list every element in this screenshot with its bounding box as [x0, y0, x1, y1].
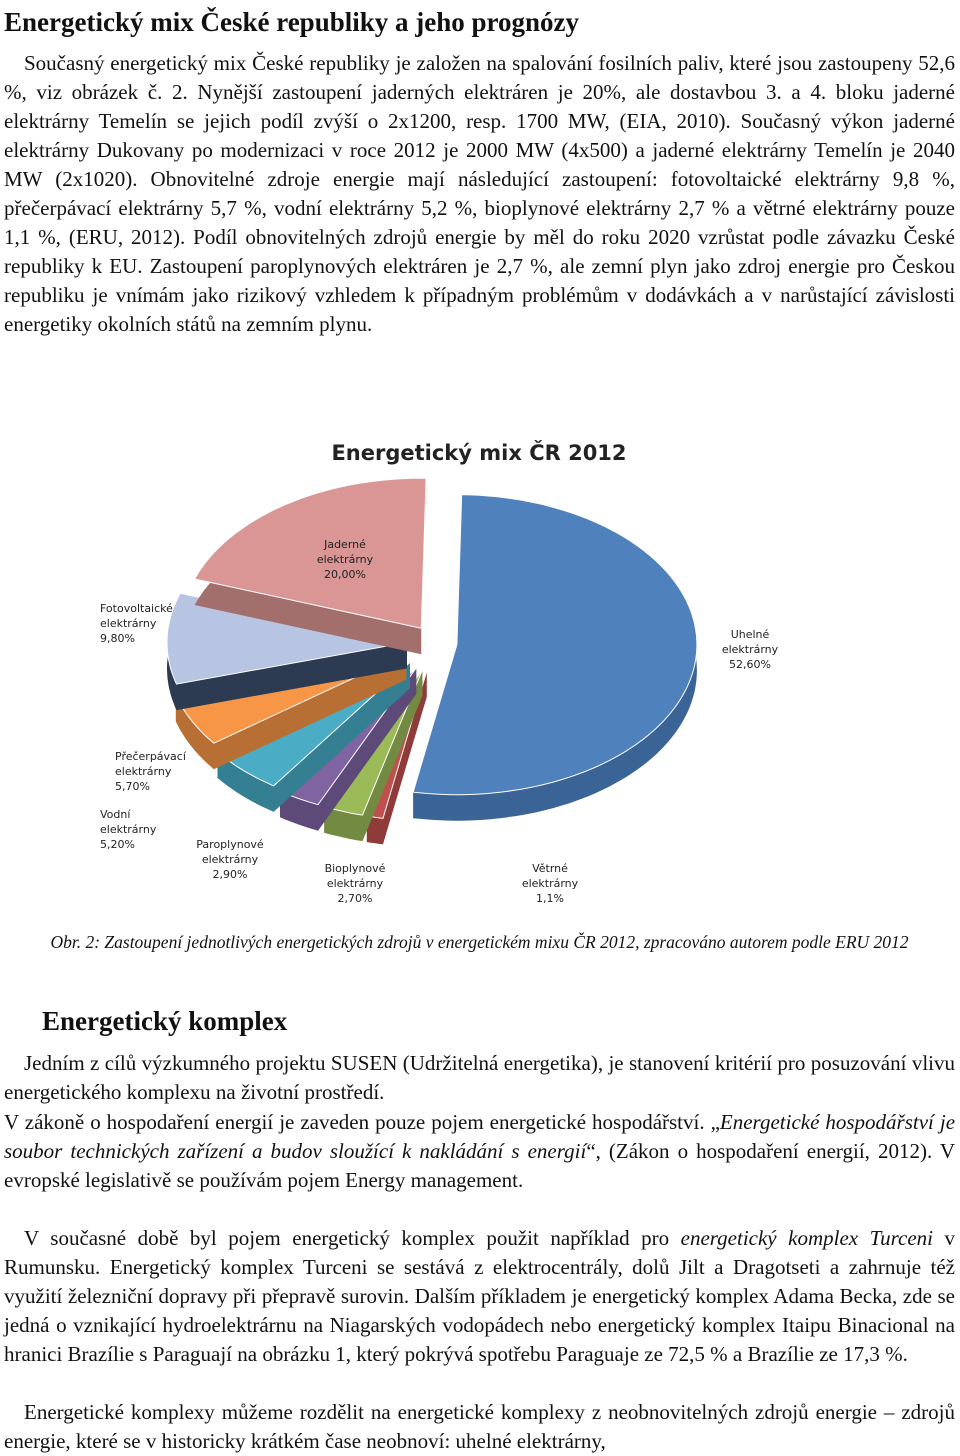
slice-name-label: elektrárny: [201, 853, 259, 866]
slice-name-label: elektrárny: [100, 823, 157, 836]
slice-name-label: elektrárny: [721, 643, 779, 656]
slice-name-label: Vodní: [100, 808, 131, 821]
slice-name-label: Větrné: [532, 862, 568, 875]
pie-slices: [167, 478, 697, 844]
pie-slice: [413, 495, 697, 821]
slice-name-label: elektrárny: [326, 877, 384, 890]
figure-caption: Obr. 2: Zastoupení jednotlivých energetických zdrojů v energetickém mixu ČR 2012, zpracováno autorem podle ERU 2012: [50, 932, 909, 952]
pie-chart-figure: [95, 428, 865, 905]
slice-value-label: 2,90%: [212, 868, 248, 881]
examples-emphasis: energetický komplex Turceni: [680, 1226, 933, 1250]
slice-name-label: Uhelné: [730, 628, 770, 641]
slice-name-label: Fotovoltaické: [100, 602, 173, 615]
slice-value-label: 5,70%: [115, 780, 150, 793]
section-heading: Energetický mix České republiky a jeho prognózy: [4, 7, 580, 37]
slice-name-label: Jaderné: [324, 538, 366, 551]
slice-name-label: Bioplynové: [324, 862, 386, 875]
examples-text-c: v Rumunsku. Energetický komplex Turceni se sestává z elektrocentrály, dolů Jilt a Dragotseti a zahrnuje též využití železniční dopravy při přepravě surovin. Dalším příkladem je energetický komplex Adama Becka, zde se jedná o vznikající hydroelektrárnu na Niagarských vodopádech nebo energetický komplex Itaipu Binacional na hranici Brazílie s Paraguají na obrázku 1, který pokrývá spotřebu Paraguaje ze 72,5 % a Brazílie ze 17,3 %.: [4, 1226, 956, 1366]
examples-text-a: V současné době byl pojem energetický komplex použit například pro: [24, 1226, 681, 1250]
slice-name-label: Paroplynové: [196, 838, 264, 851]
paragraph-susen: Jedním z cílů výzkumného projektu SUSEN (Udržitelná energetika), je stanovení kritérií pro posuzování vlivu energetického komplexu na životní prostředí.: [4, 1051, 955, 1104]
paragraph-division: Energetické komplexy můžeme rozdělit na energetické komplexy z neobnovitelných zdrojů energie – zdrojů energie, které se v historicky krátkém čase neobnoví: uhelné elektrárny,: [4, 1400, 955, 1453]
slice-value-label: 52,60%: [729, 658, 771, 671]
law-text-a: V zákoně o hospodaření energií je zaveden pouze pojem energetické hospodářství. „: [4, 1110, 720, 1134]
paragraph-law: [4, 1108, 955, 1195]
chart-title: Energetický mix ČR 2012: [331, 441, 627, 465]
slice-name-label: elektrárny: [100, 617, 157, 630]
intro-paragraph: Současný energetický mix České republiky je založen na spalování fosilních paliv, které jsou zastoupeny 52,6 %, viz obrázek č. 2. Nynější zastoupení jaderných elektráren je 20%, ale dostavbou 3. a 4. bloku jaderné elektrárny Temelín se jejich podíl zvýší o 2x1200, resp. 1700 MW, (EIA, 2010). Současný výkon jaderné elektrárny Dukovany po modernizaci v roce 2012 je 2000 MW (4x500) a jaderné elektrárny Temelín je 2040 MW (2x1020). Obnovitelné zdroje energie mají následující zastoupení: fotovoltaické elektrárny 9,8 %, přečerpávací elektrárny 5,7 %, vodní elektrárny 5,2 %, bioplynové elektrárny 2,7 % a větrné elektrárny pouze 1,1 %, (ERU, 2012). Podíl obnovitelných zdrojů energie by měl do roku 2020 vzrůstat podle závazku České republiky k EU. Zastoupení paroplynových elektráren je 2,7 %, ale zemní plyn jako zdroj energie pro Českou republiku je vnímám jako rizikový vzhledem k případným problémům v dodávkách a v narůstající závislosti energetiky okolních států na zemním plynu.: [4, 51, 955, 336]
law-text-c: “, (Zákon o hospodaření energií, 2012). V evropské legislativě se používám pojem Energy management.: [4, 1139, 955, 1192]
slice-name-label: elektrárny: [316, 553, 374, 566]
paragraph-examples: [4, 1224, 955, 1369]
law-quote: Energetické hospodářství je soubor technických zařízení a budov sloužící k nakládání s energií: [4, 1110, 956, 1163]
slice-value-label: 20,00%: [324, 568, 366, 581]
slice-value-label: 5,20%: [100, 838, 135, 851]
slice-value-label: 1,1%: [536, 892, 564, 905]
slice-value-label: 2,70%: [337, 892, 373, 905]
slice-name-label: elektrárny: [115, 765, 172, 778]
slice-name-label: Přečerpávací: [115, 750, 186, 763]
pie-chart: [95, 428, 865, 905]
slice-name-label: elektrárny: [521, 877, 579, 890]
section-heading-2: Energetický komplex: [42, 1006, 288, 1036]
slice-value-label: 9,80%: [100, 632, 135, 645]
